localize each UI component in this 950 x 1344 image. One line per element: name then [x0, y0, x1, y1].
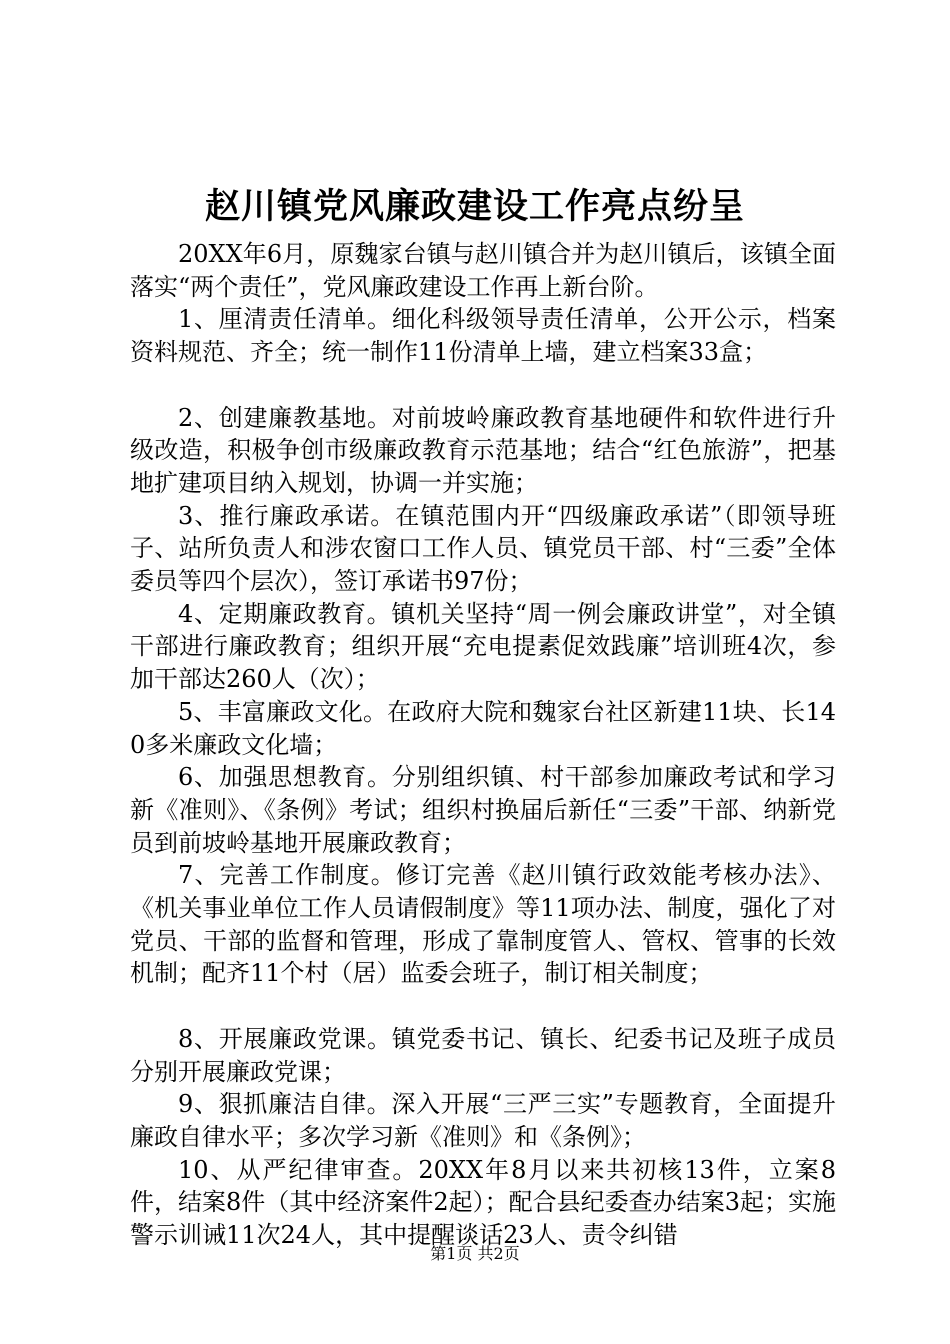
- paragraph-item-8: 8、开展廉政党课。镇党委书记、镇长、纪委书记及班子成员分别开展廉政党课；: [130, 1024, 836, 1086]
- paragraph-item-4: 4、定期廉政教育。镇机关坚持“周一例会廉政讲堂”，对全镇干部进行廉政教育；组织开展“充电提素促效践廉”培训班4次，参加干部达260人（次）；: [130, 599, 836, 694]
- paragraph-item-1: 1、厘清责任清单。细化科级领导责任清单，公开公示，档案资料规范、齐全；统一制作11份清单上墙，建立档案33盒；: [130, 305, 836, 367]
- paragraph-item-10: 10、从严纪律审查。20XX年8月以来共初核13件，立案8件，结案8件（其中经济案件2起）；配合县纪委查办结案3起；实施警示训诫11次24人，其中提醒谈话23人、责令纠错: [130, 1155, 836, 1250]
- paragraph-item-7: 7、完善工作制度。修订完善《赵川镇行政效能考核办法》、《机关事业单位工作人员请假制度》等11项办法、制度，强化了对党员、干部的监督和管理，形成了靠制度管人、管权、管事的长效机制；配齐11个村（居）监委会班子，制订相关制度；: [130, 861, 836, 988]
- paragraph-item-2: 2、创建廉教基地。对前坡岭廉政教育基地硬件和软件进行升级改造，积极争创市级廉政教育示范基地；结合“红色旅游”，把基地扩建项目纳入规划，协调一并实施；: [130, 403, 836, 497]
- page-footer: [0, 1243, 950, 1265]
- paragraph-item-5: 5、丰富廉政文化。在政府大院和魏家台社区新建11块、长140多米廉政文化墙；: [130, 697, 836, 759]
- paragraph-item-3: 3、推行廉政承诺。在镇范围内开“四级廉政承诺”（即领导班子、站所负责人和涉农窗口工作人员、镇党员干部、村“三委”全体委员等四个层次），签订承诺书97份；: [130, 501, 836, 596]
- paragraph-item-9: 9、狠抓廉洁自律。深入开展“三严三实”专题教育，全面提升廉政自律水平；多次学习新《准则》和《条例》；: [130, 1090, 836, 1151]
- paragraph-item-6: 6、加强思想教育。分别组织镇、村干部参加廉政考试和学习新《准则》、《条例》考试；组织村换届后新任“三委”干部、纳新党员到前坡岭基地开展廉政教育；: [130, 763, 836, 857]
- page-number-label: 第1页 共2页: [430, 1244, 520, 1263]
- document-body: [130, 238, 836, 1252]
- document-title: 赵川镇党风廉政建设工作亮点纷呈: [204, 186, 745, 227]
- paragraph-intro: 20XX年6月，原魏家台镇与赵川镇合并为赵川镇后，该镇全面落实“两个责任”，党风廉政建设工作再上新台阶。: [130, 240, 836, 301]
